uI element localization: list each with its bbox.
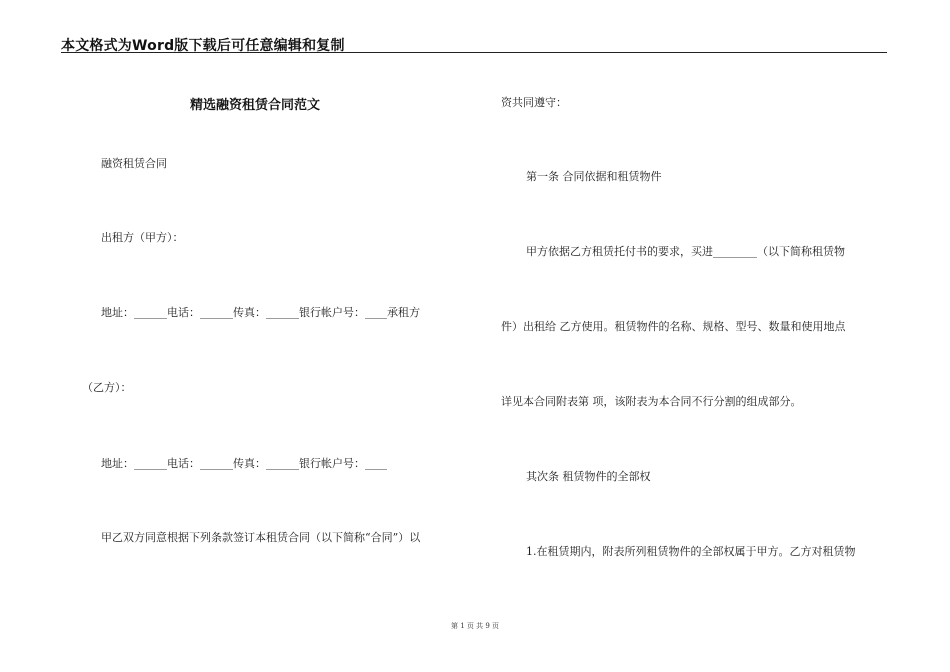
right-line-article-1-para-2: 件）出租给 乙方使用。租赁物件的名称、规格、型号、数量和使用地点 [501,320,846,333]
left-line-agreement: 甲乙双方同意根据下列条款签订本租赁合同（以下简称“合同”）以 [101,531,421,544]
right-line-article-1-para-3: 详见本合同附表第 项，该附表为本合同不行分割的组成部分。 [501,395,802,408]
document-header: 本文格式为Word版下载后可任意编辑和复制 [61,38,345,54]
right-line-article-2-heading: 其次条 租赁物件的全部权 [526,470,651,483]
right-line-continuation: 资共同遵守： [501,96,567,109]
document-title: 精选融资租赁合同范文 [190,98,321,113]
right-line-article-1-heading: 第一条 合同依据和租赁物件 [526,170,662,183]
left-line-lessee-address: 地址：______电话：______传真：______银行帐户号：____ [101,457,387,470]
right-line-article-2-para-1: 1.在租赁期内，附表所列租赁物件的全部权属于甲方。乙方对租赁物 [526,545,856,558]
left-line-lessor-address: 地址：______电话：______传真：______银行帐户号：____承租方 [101,306,420,319]
left-line-lessor: 出租方（甲方）： [101,231,184,244]
left-line-contract-name: 融资租赁合同 [101,157,167,170]
page-number: 第 1 页 共 9 页 [450,622,500,630]
right-line-article-1-para-1: 甲方依据乙方租赁托付书的要求，买进________（以下简称租赁物 [526,245,845,258]
header-divider [61,52,887,53]
left-line-lessee: （乙方）： [82,381,132,394]
